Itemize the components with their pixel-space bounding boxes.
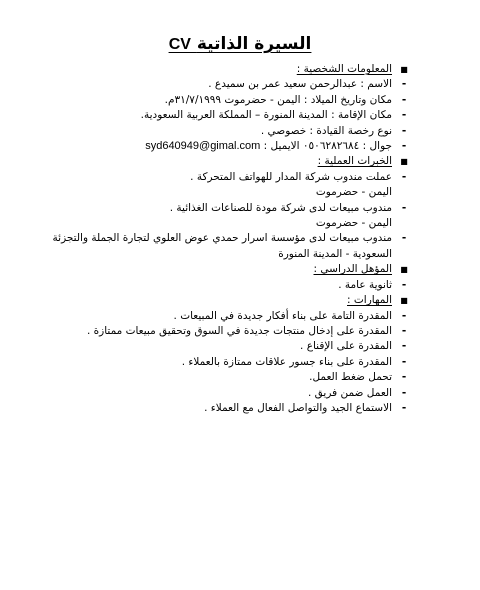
dash-bullet-icon: -	[401, 201, 407, 214]
skill-item	[52, 339, 412, 354]
personal-info-heading-row	[52, 62, 412, 77]
personal-license-row	[52, 124, 412, 139]
skills-heading-row	[52, 293, 412, 308]
title-arabic: السيرة الذاتية	[196, 34, 312, 54]
dash-bullet-icon: -	[401, 309, 407, 322]
experience-item	[52, 201, 412, 216]
personal-contact: جوال : ٠٥٠٦٢٨٢٦٨٤ الايميل :	[263, 140, 392, 153]
skill-text: المقدرة على الإقناع .	[300, 340, 392, 353]
dash-bullet-icon: -	[401, 386, 407, 399]
square-bullet-icon: ■	[400, 265, 408, 275]
square-bullet-icon: ■	[400, 296, 408, 306]
skill-item	[52, 401, 412, 416]
education-heading: المؤهل الدراسي :	[313, 263, 392, 276]
dash-bullet-icon: -	[401, 93, 407, 106]
personal-birth-row	[52, 93, 412, 108]
dash-bullet-icon: -	[401, 340, 407, 353]
email-link[interactable]: syd640949@gimal.com	[145, 140, 261, 153]
title-latin: CV	[168, 36, 191, 53]
personal-name-row	[52, 77, 412, 92]
skill-text: المقدرة التامة على بناء أفكار جديدة في المبيعات .	[173, 309, 392, 322]
personal-license: نوع رخصة القيادة : خصوصي .	[260, 124, 392, 137]
experience-location: اليمن - حضرموت	[315, 217, 392, 230]
experience-text: مندوب مبيعات لدى مؤسسة اسرار حمدي عوض العلوي لتجارة الجملة والتجزئة	[52, 232, 392, 245]
skill-text: المقدرة على بناء جسور علاقات ممتازة بالعملاء .	[181, 355, 392, 368]
education-text: ثانوية عامة .	[338, 278, 392, 291]
skill-item	[52, 309, 412, 324]
dash-bullet-icon: -	[401, 232, 407, 245]
dash-bullet-icon: -	[401, 324, 407, 337]
personal-name: الاسم : عبدالرحمن سعيد عمر بن سميدع .	[208, 78, 392, 91]
skill-item	[52, 370, 412, 385]
education-heading-row	[52, 262, 412, 277]
dash-bullet-icon: -	[401, 109, 407, 122]
skill-text: تحمل ضغط العمل.	[309, 371, 392, 384]
square-bullet-icon: ■	[400, 65, 408, 74]
dash-bullet-icon: -	[401, 140, 407, 153]
skill-text: الاستماع الجيد والتواصل الفعال مع العملاء .	[204, 401, 392, 414]
cv-content	[52, 62, 412, 416]
experience-text: عملت مندوب شركة المدار للهواتف المتحركة .	[190, 170, 392, 183]
experience-text: مندوب مبيعات لدى شركة مودة للصناعات الغذائية .	[169, 201, 392, 214]
experience-heading: الخبرات العملية :	[317, 155, 392, 168]
skill-item	[52, 386, 412, 401]
personal-residence: مكان الإقامة : المدينة المنورة – المملكة العربية السعودية.	[140, 109, 392, 122]
personal-birth: مكان وتاريخ الميلاد : اليمن - حضرموت ٣١/٧/١٩٩٩م.	[164, 93, 392, 106]
dash-bullet-icon: -	[401, 278, 407, 291]
dash-bullet-icon: -	[401, 170, 407, 183]
dash-bullet-icon: -	[401, 371, 407, 384]
education-item	[52, 278, 412, 293]
dash-bullet-icon: -	[401, 355, 407, 368]
skills-heading: المهارات :	[347, 294, 392, 307]
dash-bullet-icon: -	[401, 401, 407, 414]
experience-item	[52, 231, 412, 246]
experience-location: السعودية - المدينة المنورة	[278, 247, 392, 260]
skill-text: المقدرة على إدخال منتجات جديدة في السوق وتحقيق مبيعات ممتازة .	[86, 324, 392, 337]
dash-bullet-icon: -	[401, 124, 407, 137]
personal-residence-row	[52, 108, 412, 123]
personal-info-heading: المعلومات الشخصية :	[296, 63, 392, 75]
skill-item	[52, 324, 412, 339]
dash-bullet-icon: -	[401, 78, 407, 91]
personal-contact-row	[52, 139, 412, 154]
experience-heading-row	[52, 154, 412, 169]
document-title	[0, 34, 480, 54]
square-bullet-icon: ■	[400, 157, 408, 167]
experience-location: اليمن - حضرموت	[315, 186, 392, 199]
skill-item	[52, 355, 412, 370]
skill-text: العمل ضمن فريق .	[307, 386, 392, 399]
experience-item	[52, 170, 412, 185]
